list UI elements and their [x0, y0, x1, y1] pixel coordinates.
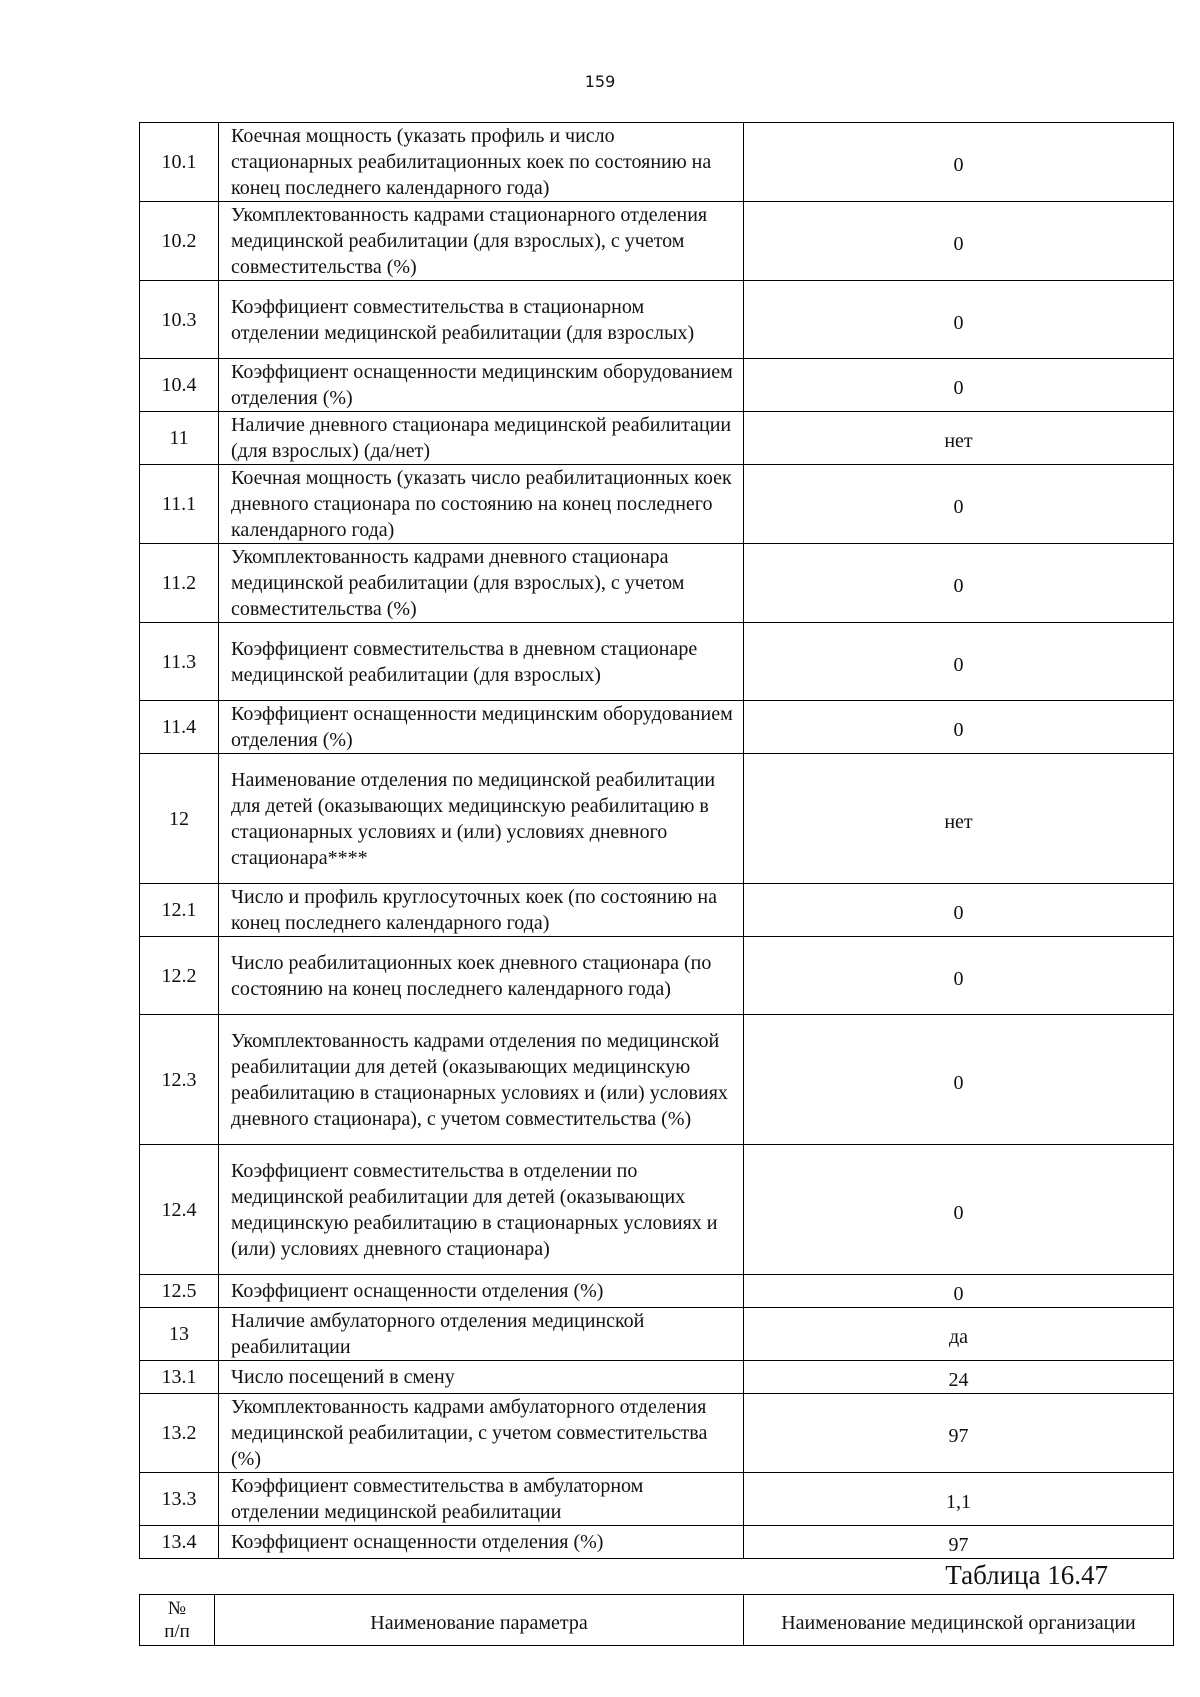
parameters-table [139, 122, 1174, 1559]
parameter-name: Коечная мощность (указать число реабилитационных коек дневного стационара по состоянию на конец последнего календарного года) [219, 465, 744, 544]
table-row [140, 1308, 1174, 1361]
header-cell-number [140, 1595, 215, 1646]
row-number: 12.5 [140, 1275, 219, 1308]
parameter-value: 0 [744, 281, 1174, 359]
row-number: 12.1 [140, 884, 219, 937]
parameter-value: 0 [744, 1145, 1174, 1275]
parameter-value: 0 [744, 937, 1174, 1015]
row-number: 10.1 [140, 123, 219, 202]
parameter-name: Коэффициент оснащенности медицинским оборудованием отделения (%) [219, 701, 744, 754]
parameter-value: 1,1 [744, 1473, 1174, 1526]
parameter-name: Укомплектованность кадрами амбулаторного отделения медицинской реабилитации, с учетом совместительства (%) [219, 1394, 744, 1473]
row-number: 11 [140, 412, 219, 465]
parameter-name: Коэффициент оснащенности отделения (%) [219, 1275, 744, 1308]
row-number: 13.1 [140, 1361, 219, 1394]
parameter-name: Число и профиль круглосуточных коек (по состоянию на конец последнего календарного года) [219, 884, 744, 937]
table-row [140, 1145, 1174, 1275]
parameter-name: Наличие дневного стационара медицинской реабилитации (для взрослых) (да/нет) [219, 412, 744, 465]
parameter-name: Коэффициент оснащенности медицинским оборудованием отделения (%) [219, 359, 744, 412]
page-number: 159 [584, 72, 616, 91]
parameter-value: 97 [744, 1526, 1174, 1559]
parameter-name: Коечная мощность (указать профиль и число стационарных реабилитационных коек по состоянию на конец последнего календарного года) [219, 123, 744, 202]
row-number: 10.4 [140, 359, 219, 412]
header-number-line2: п/п [164, 1621, 190, 1642]
parameter-value: 0 [744, 623, 1174, 701]
parameter-value: 0 [744, 884, 1174, 937]
parameter-value: 24 [744, 1361, 1174, 1394]
row-number: 10.2 [140, 202, 219, 281]
row-number: 12 [140, 754, 219, 884]
table-row [140, 1394, 1174, 1473]
row-number: 10.3 [140, 281, 219, 359]
parameter-name: Число посещений в смену [219, 1361, 744, 1394]
parameter-name: Наличие амбулаторного отделения медицинской реабилитации [219, 1308, 744, 1361]
table-row [140, 544, 1174, 623]
next-table-header [139, 1594, 1174, 1646]
parameter-value: нет [744, 412, 1174, 465]
parameter-value: 0 [744, 202, 1174, 281]
parameter-value: 0 [744, 544, 1174, 623]
table-row [140, 884, 1174, 937]
parameter-value: 0 [744, 359, 1174, 412]
table-row [140, 1473, 1174, 1526]
table-row [140, 281, 1174, 359]
table-row [140, 937, 1174, 1015]
parameter-value: 0 [744, 1275, 1174, 1308]
parameter-value: 0 [744, 701, 1174, 754]
row-number: 11.3 [140, 623, 219, 701]
table-row [140, 1526, 1174, 1559]
row-number: 12.4 [140, 1145, 219, 1275]
row-number: 13.3 [140, 1473, 219, 1526]
table-row [140, 123, 1174, 202]
parameter-name: Коэффициент совместительства в стационарном отделении медицинской реабилитации (для взрослых) [219, 281, 744, 359]
row-number: 12.3 [140, 1015, 219, 1145]
parameter-name: Наименование отделения по медицинской реабилитации для детей (оказывающих медицинскую реабилитацию в стационарных условиях и (или) условиях дневного стационара**** [219, 754, 744, 884]
parameter-name: Укомплектованность кадрами отделения по медицинской реабилитации для детей (оказывающих медицинскую реабилитацию в стационарных условиях и (или) условиях дневного стационара), с учетом совместительства (%) [219, 1015, 744, 1145]
parameter-name: Коэффициент совместительства в отделении по медицинской реабилитации для детей (оказывающих медицинскую реабилитацию в стационарных условиях и (или) условиях дневного стационара) [219, 1145, 744, 1275]
parameter-value: нет [744, 754, 1174, 884]
parameter-name: Число реабилитационных коек дневного стационара (по состоянию на конец последнего календарного года) [219, 937, 744, 1015]
parameter-name: Коэффициент оснащенности отделения (%) [219, 1526, 744, 1559]
table-row [140, 465, 1174, 544]
parameter-value: 0 [744, 123, 1174, 202]
parameter-name: Укомплектованность кадрами стационарного отделения медицинской реабилитации (для взрослых), с учетом совместительства (%) [219, 202, 744, 281]
row-number: 13.2 [140, 1394, 219, 1473]
header-row [140, 1595, 1174, 1646]
header-cell-parameter: Наименование параметра [215, 1595, 744, 1646]
parameter-value: 0 [744, 1015, 1174, 1145]
header-number-line1: № [167, 1598, 187, 1619]
table-row [140, 1275, 1174, 1308]
parameter-value: 97 [744, 1394, 1174, 1473]
header-cell-organization: Наименование медицинской организации [744, 1595, 1174, 1646]
table-caption: Таблица 16.47 [945, 1560, 1108, 1590]
parameter-name: Коэффициент совместительства в амбулаторном отделении медицинской реабилитации [219, 1473, 744, 1526]
row-number: 11.2 [140, 544, 219, 623]
row-number: 11.4 [140, 701, 219, 754]
row-number: 13 [140, 1308, 219, 1361]
parameter-value: да [744, 1308, 1174, 1361]
parameter-name: Укомплектованность кадрами дневного стационара медицинской реабилитации (для взрослых), с учетом совместительства (%) [219, 544, 744, 623]
table-row [140, 701, 1174, 754]
table-row [140, 359, 1174, 412]
row-number: 13.4 [140, 1526, 219, 1559]
table-row [140, 412, 1174, 465]
row-number: 11.1 [140, 465, 219, 544]
table-row [140, 1015, 1174, 1145]
table-row [140, 623, 1174, 701]
table-row [140, 202, 1174, 281]
parameter-value: 0 [744, 465, 1174, 544]
parameter-name: Коэффициент совместительства в дневном стационаре медицинской реабилитации (для взрослых) [219, 623, 744, 701]
row-number: 12.2 [140, 937, 219, 1015]
table-row [140, 754, 1174, 884]
table-row [140, 1361, 1174, 1394]
